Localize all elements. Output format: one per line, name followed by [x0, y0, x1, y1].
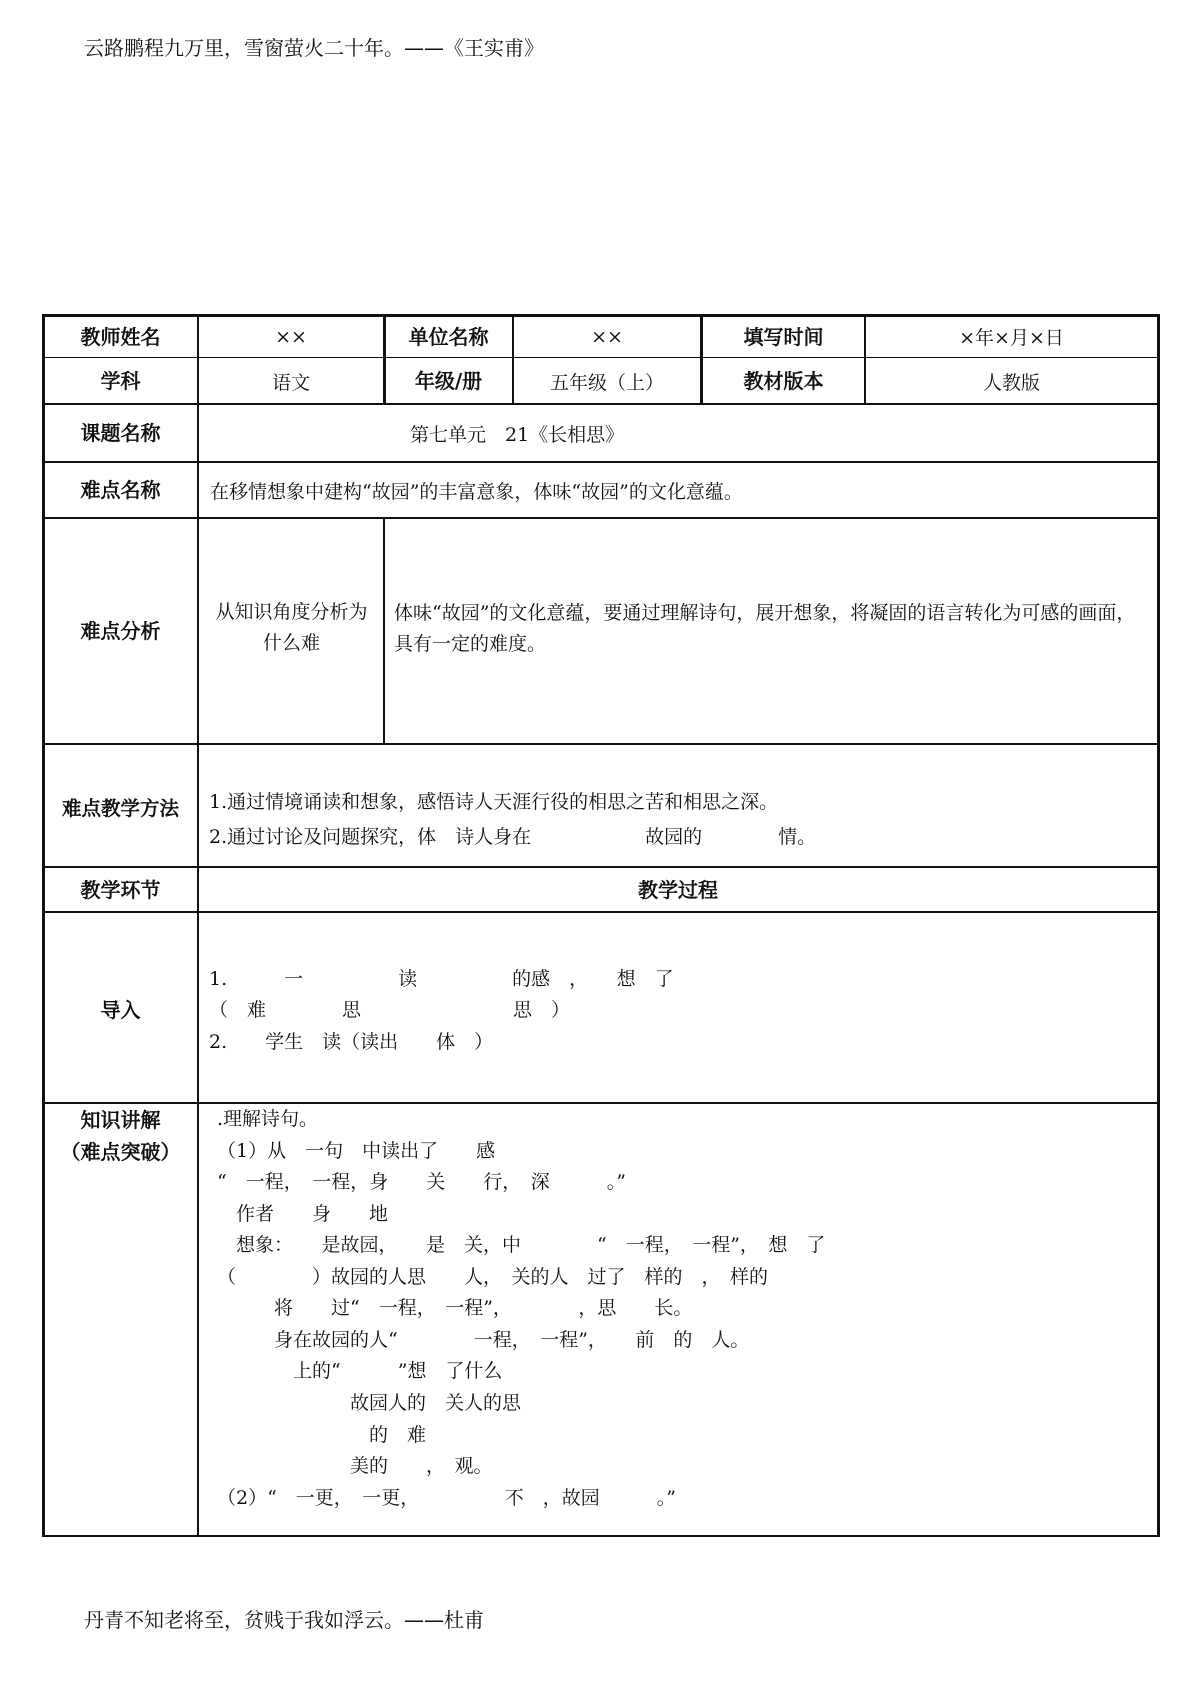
- method-line-2: 2.通过讨论及问题探究，体 诗人身在 故园的 情。: [209, 826, 817, 848]
- knowledge-line-6: （ ）故园的人思 人， 关的人 过了 样的 ， 样的: [217, 1266, 769, 1288]
- intro-label: 导入: [100, 997, 141, 1022]
- teaching-process-label: 教学过程: [638, 877, 718, 902]
- analysis-value: 体味“故园”的文化意蕴，要通过理解诗句，展开想象，将凝固的语言转化为可感的画面，具有一定的难度。: [394, 602, 1136, 655]
- intro-line-1: 1. 一 读 的感 ， 想 了: [209, 968, 674, 990]
- grade-value: 五年级（上）: [549, 371, 664, 394]
- knowledge-line-13: （2）“ 一更， 一更， 不 ，故园 。”: [217, 1487, 677, 1509]
- difficulty-name-value: 在移情想象中建构“故园”的丰富意象，体味“故园”的文化意蕴。: [210, 480, 743, 503]
- knowledge-line-10: 故园人的 关人的思: [217, 1392, 522, 1414]
- unit-name-value: ××: [591, 325, 623, 348]
- knowledge-line-9: 上的“ ”想 了什么: [217, 1360, 503, 1382]
- knowledge-line-7: 将 过“ 一程， 一程”， ，思 长。: [217, 1297, 693, 1319]
- knowledge-label: 知识讲解: [80, 1108, 161, 1132]
- analysis-sub-label: 从知识角度分析为什么难: [215, 601, 368, 654]
- knowledge-label-block: [44, 1104, 197, 1174]
- footer-quote: 丹青不知老将至，贫贱于我如浮云。——杜甫: [84, 1608, 484, 1632]
- topic-label: 课题名称: [80, 421, 161, 445]
- edition-label: 教材版本: [743, 369, 824, 393]
- teaching-stage-label: 教学环节: [80, 877, 161, 902]
- knowledge-sub-label: （难点突破）: [60, 1140, 181, 1164]
- method-line-1: 1.通过情境诵读和想象，感悟诗人天涯行役的相思之苦和相思之深。: [209, 791, 779, 813]
- knowledge-line-4: 作者 身 地: [217, 1203, 389, 1225]
- difficulty-name-label: 难点名称: [80, 478, 161, 502]
- knowledge-line-2: （1）从 一句 中读出了 感: [217, 1140, 496, 1162]
- topic-value: 第七单元 21《长相思》: [410, 423, 625, 446]
- knowledge-line-12: 美的 ， 观。: [217, 1455, 493, 1477]
- subject-label: 学科: [100, 369, 141, 393]
- teacher-name-label: 教师姓名: [80, 324, 161, 349]
- knowledge-line-1: .理解诗句。: [217, 1108, 319, 1130]
- intro-line-3: 2. 学生 读（读出 体 ）: [209, 1031, 494, 1053]
- teaching-method-label: 难点教学方法: [61, 796, 179, 820]
- difficulty-analysis-label: 难点分析: [80, 619, 161, 643]
- fill-time-label: 填写时间: [743, 324, 824, 349]
- subject-value: 语文: [271, 371, 310, 394]
- header-quote: 云路鹏程九万里，雪窗萤火二十年。——《王实甫》: [84, 36, 544, 60]
- teacher-name-value: ××: [275, 325, 307, 348]
- edition-value: 人教版: [982, 371, 1040, 394]
- fill-time-value: ×年×月×日: [959, 327, 1064, 349]
- knowledge-line-3: “ 一程， 一程，身 关 行， 深 。”: [217, 1171, 626, 1193]
- grade-label: 年级/册: [414, 369, 483, 393]
- knowledge-line-8: 身在故园的人“ 一程， 一程”， 前 的 人。: [217, 1329, 750, 1351]
- knowledge-line-11: 的 难: [217, 1424, 427, 1446]
- knowledge-line-5: 想象： 是故园， 是 关，中 “ 一程， 一程”， 想 了: [217, 1234, 826, 1256]
- unit-name-label: 单位名称: [408, 324, 489, 349]
- intro-line-2: （ 难 思 思 ）: [209, 999, 571, 1021]
